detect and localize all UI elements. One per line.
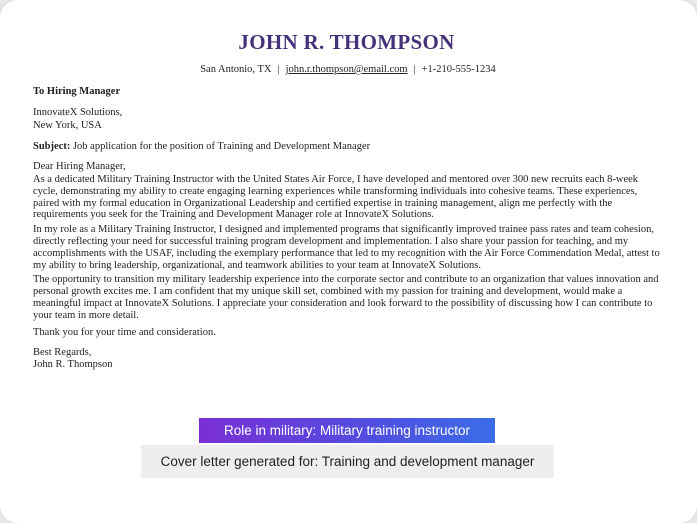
cover-letter (33, 30, 663, 372)
thanks-line: Thank you for your time and consideration. (33, 326, 216, 338)
separator: | (277, 64, 280, 75)
subject-line (33, 141, 663, 152)
body-paragraph: The opportunity to transition my military leadership experience into the corporate sector and contribute to an organization that values innovation and personal growth excites me. I am confident that my unique skill set, combined with my passion for training and development, would make a meaningful impact at InnovateX Solutions. I appreciate your consideration and look forward to the possibility of discussing how I can contribute to your team in more detail. (33, 274, 659, 321)
body-paragraph: As a dedicated Military Training Instructor with the United States Air Force, I have developed and mentored over 300 new recruits each 8-week cycle, demonstrating my ability to create engaging learning experiences while transforming individuals into cohesive teams. These experiences, paired with my formal education in Organizational Leadership and certified expertise in training management, align me perfectly with the requirements you seek for the Training and Development Manager role at InnovateX Solutions. (33, 174, 639, 221)
signature-name: John R. Thompson (33, 359, 113, 371)
subject-text: Job application for the position of Training and Development Manager (72, 141, 371, 152)
address-line: InnovateX Solutions, (33, 107, 123, 118)
military-role-badge: Role in military: Military training instructor (199, 418, 495, 443)
body-paragraph: In my role as a Military Training Instructor, I designed and implemented programs that significantly improved trainee pass rates and team cohesion, directly reflecting your need for successful training program development and implementation. I also share your passion for teaching, and my accomplishments with the USAF, including the exemplary performance that led to my recognition with the Air Force Commendation Medal, attest to my ability to bring leadership, organizational, and teamwork abilities to your team at InnovateX Solutions. (33, 224, 660, 271)
applicant-name: JOHN R. THOMPSON (238, 30, 455, 54)
subject-label: Subject: (33, 141, 71, 152)
phone: +1-210-555-1234 (421, 64, 496, 75)
contact-line (33, 64, 663, 75)
closing-regards: Best Regards, (33, 346, 92, 358)
greeting: Dear Hiring Manager, (33, 161, 126, 172)
closing (33, 347, 663, 372)
recipient: To Hiring Manager (33, 86, 121, 97)
recipient-address (33, 107, 663, 132)
address-line: New York, USA (33, 119, 102, 131)
target-role-badge: Cover letter generated for: Training and development manager (141, 445, 554, 478)
separator: | (413, 64, 416, 75)
location: San Antonio, TX (200, 64, 272, 75)
email-link[interactable]: john.r.thompson@email.com (285, 64, 408, 75)
